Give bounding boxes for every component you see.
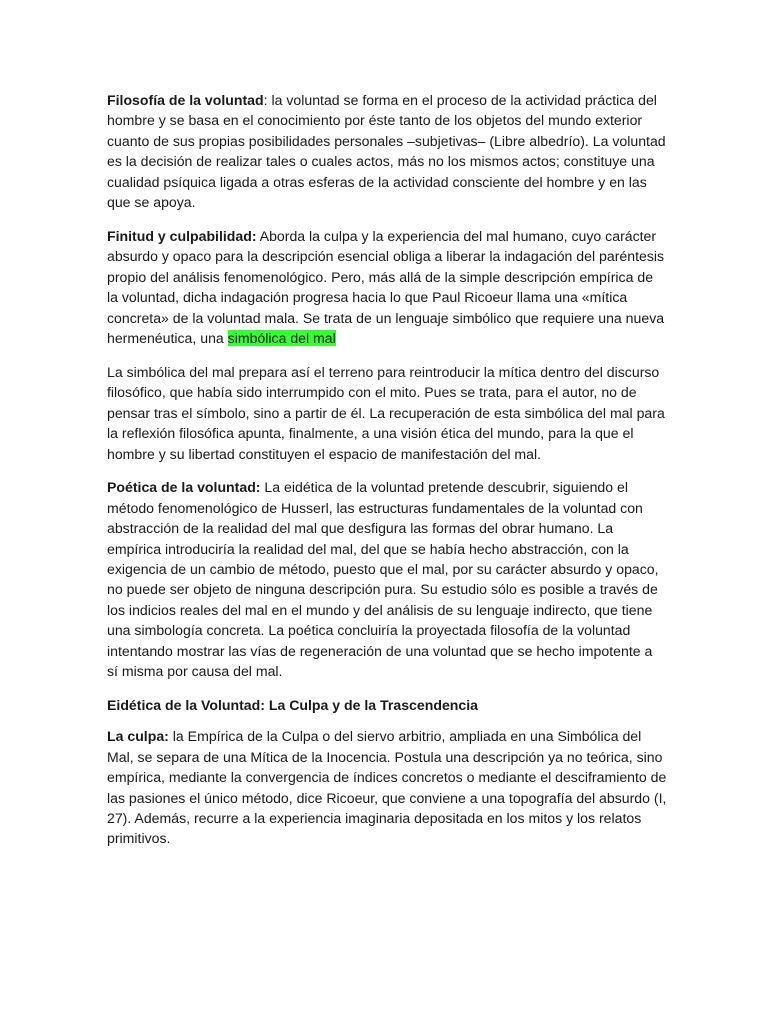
term-poetica-voluntad: Poética de la voluntad: [107, 479, 261, 496]
term-filosofia-voluntad: Filosofía de la voluntad [107, 92, 264, 108]
paragraph-la-culpa [107, 726, 667, 848]
paragraph-text: La simbólica del mal prepara así el terreno para reintroducir la mítica dentro del discurso filosófico, que había sido interrumpido con el mito. Pues se trata, para el autor, no de pensar tras el símbolo, sino a partir de él. La recuperación de esta simbólica del mal para la reflexión filosófica apunta, finalmente, a una visión ética del mundo, para la que el hombre y su libertad constituyen el espacio de manifestación del mal. [107, 363, 665, 462]
paragraph-text: : la voluntad se forma en el proceso de la actividad práctica del hombre y se basa en el conocimiento por éste tanto de los objetos del mundo exterior cuanto de sus propias posibilidades personales –subjetivas– (Libre albedrío). La voluntad es la decisión de realizar tales o cuales actos, más no los mismos actos; constituye una cualidad psíquica ligada a otras esferas de la actividad consciente del hombre y en las que se apoya. [107, 92, 666, 211]
paragraph-text: La eidética de la voluntad pretende descubrir, siguiendo el método fenomenológico de Husserl, las estructuras fundamentales de la voluntad con abstracción de la realidad del mal que desfigura las formas del obrar humano. La empírica introduciría la realidad del mal, del que se había hecho abstracción, con la exigencia de un cambio de método, puesto que el mal, por su carácter absurdo y opaco, no puede ser objeto de ninguna descripción pura. Su estudio sólo es posible a través de los indicios reales del mal en el mundo y del análisis de su lenguaje indirecto, que tiene una simbología concreta. La poética concluiría la proyectada filosofía de la voluntad intentando mostrar las vías de regeneración de una voluntad que se hecho impotente a sí misma por causa del mal. [107, 479, 659, 680]
paragraph-finitud-culpabilidad [107, 226, 667, 348]
section-heading [107, 695, 667, 715]
document-page [107, 90, 667, 862]
paragraph-text: la Empírica de la Culpa o del siervo arbitrio, ampliada en una Simbólica del Mal, se separa de una Mítica de la Inocencia. Postula una descripción ya no teórica, sino empírica, mediante la convergencia de índices concretos o mediante el desciframiento de las pasiones el único método, dice Ricoeur, que conviene a una topografía del absurdo (I, 27). Además, recurre a la experiencia imaginaria depositada en los mitos y los relatos primitivos. [107, 728, 667, 847]
highlighted-text: simbólica del mal [227, 329, 336, 346]
paragraph-filosofia-voluntad [107, 90, 667, 212]
term-la-culpa: La culpa: [107, 728, 169, 745]
paragraph-poetica-voluntad [107, 477, 667, 681]
paragraph-simbolica-mal [107, 362, 667, 464]
term-finitud-culpabilidad: Finitud y culpabilidad: [107, 227, 257, 244]
section-heading-text: Eidética de la Voluntad: La Culpa y de la Trascendencia [107, 696, 478, 713]
paragraph-text: Aborda la culpa y la experiencia del mal humano, cuyo carácter absurdo y opaco para la descripción esencial obliga a liberar la indagación del paréntesis propio del análisis fenomenológico. Pero, más allá de la simple descripción empírica de la voluntad, dicha indagación progresa hacia lo que Paul Ricoeur llama una «mítica concreta» de la voluntad mala. Se trata de un lenguaje simbólico que requiere una nueva hermenéutica, una [107, 227, 665, 346]
